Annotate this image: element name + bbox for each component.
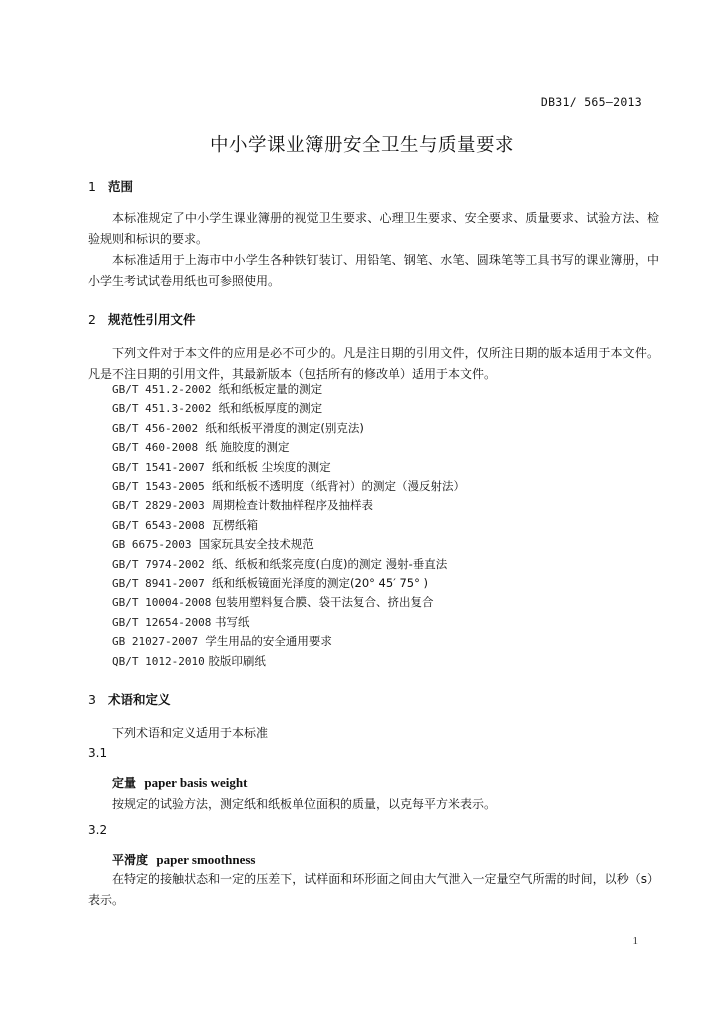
reference-code: GB/T 456-2002: [112, 421, 199, 435]
section-3-heading: [88, 690, 171, 708]
reference-item: [112, 399, 465, 418]
reference-item: [112, 555, 465, 574]
reference-code: GB/T 8941-2007: [112, 577, 205, 591]
reference-item: [112, 477, 465, 496]
reference-item: [112, 613, 465, 632]
reference-item: [112, 535, 465, 554]
reference-item: [112, 574, 465, 593]
reference-name: 国家玩具安全技术规范: [198, 537, 314, 552]
section-number: 2: [88, 312, 96, 327]
reference-item: [112, 632, 465, 651]
reference-code: QB/T 1012-2010: [112, 654, 205, 668]
section-title: 规范性引用文件: [108, 312, 196, 327]
term-heading: [112, 851, 255, 868]
standard-code: DB31/ 565—2013: [540, 95, 642, 109]
document-title: 中小学课业簿册安全卫生与质量要求: [209, 135, 514, 156]
section-number: 1: [88, 179, 96, 194]
reference-code: GB/T 7974-2002: [112, 557, 205, 571]
scope-paragraph-2: 本标准适用于上海市中小学生各种铁钉装订、用铅笔、钢笔、水笔、圆珠笔等工具书写的课业簿册，中小学生考试试卷用纸也可参照使用。: [88, 253, 659, 288]
reference-name: 纸和纸板不透明度（纸背衬）的测定（漫反射法）: [212, 479, 466, 494]
references-intro: 下列文件对于本文件的应用是必不可少的。凡是注日期的引用文件，仅所注日期的版本适用于本文件。凡是不注日期的引用文件，其最新版本（包括所有的修改单）适用于本文件。: [88, 346, 659, 381]
term-heading: [112, 774, 247, 791]
term-number: 3.1: [88, 746, 108, 760]
term-definition: 在特定的接触状态和一定的压差下，试样面和环形面之间由大气泄入一定量空气所需的时间，以秒（s）表示。: [88, 872, 659, 907]
reference-name: 纸和纸板 尘埃度的测定: [212, 459, 331, 474]
page-number: 1: [632, 935, 638, 947]
reference-name: 纸和纸板镜面光泽度的测定(20° 45′ 75° ): [212, 576, 428, 591]
term-number: 3.2: [88, 823, 108, 837]
reference-code: GB/T 10004-2008: [112, 596, 212, 610]
reference-name: 胶版印刷纸: [208, 653, 266, 668]
section-title: 术语和定义: [108, 692, 171, 707]
scope-paragraph-1: 本标准规定了中小学生课业簿册的视觉卫生要求、心理卫生要求、安全要求、质量要求、试验方法、检验规则和标识的要求。: [88, 211, 659, 246]
section-number: 3: [88, 692, 96, 707]
reference-item: [112, 652, 465, 671]
reference-name: 纸和纸板平滑度的测定(别克法): [205, 420, 364, 435]
reference-code: GB/T 1543-2005: [112, 480, 205, 494]
reference-list: [112, 380, 465, 671]
reference-code: GB/T 1541-2007: [112, 460, 205, 474]
reference-name: 纸和纸板厚度的测定: [218, 401, 323, 416]
reference-item: [112, 516, 465, 535]
reference-code: GB/T 2829-2003: [112, 499, 205, 513]
reference-name: 纸、纸板和纸浆亮度(白度)的测定 漫射-垂直法: [212, 556, 448, 571]
term-chinese: 平滑度: [112, 853, 149, 867]
reference-code: GB/T 12654-2008: [112, 615, 212, 629]
reference-name: 纸 施胶度的测定: [205, 440, 290, 455]
reference-code: GB 21027-2007: [112, 635, 199, 649]
section-1-heading: [88, 177, 133, 195]
term-english: paper basis weight: [144, 775, 248, 790]
terms-intro: 下列术语和定义适用于本标准: [112, 726, 269, 740]
reference-code: GB/T 460-2008: [112, 441, 199, 455]
reference-code: GB/T 451.3-2002: [112, 402, 212, 416]
reference-name: 书写纸: [215, 614, 250, 629]
reference-code: GB 6675-2003: [112, 538, 192, 552]
reference-code: GB/T 6543-2008: [112, 518, 205, 532]
reference-item: [112, 496, 465, 515]
section-2-heading: [88, 310, 196, 328]
section-title: 范围: [108, 179, 134, 194]
term-english: paper smoothness: [156, 852, 256, 867]
reference-name: 瓦楞纸箱: [212, 517, 259, 532]
reference-code: GB/T 451.2-2002: [112, 383, 212, 396]
reference-name: 周期检查计数抽样程序及抽样表: [212, 498, 374, 513]
reference-item: [112, 593, 465, 612]
reference-item: [112, 419, 465, 438]
reference-item: [112, 458, 465, 477]
reference-item: [112, 380, 465, 399]
term-definition: 按规定的试验方法，测定纸和纸板单位面积的质量，以克每平方米表示。: [112, 797, 497, 811]
term-chinese: 定量: [112, 776, 137, 790]
reference-name: 包装用塑料复合膜、袋干法复合、挤出复合: [215, 595, 434, 610]
reference-name: 纸和纸板定量的测定: [218, 382, 323, 396]
reference-name: 学生用品的安全通用要求: [205, 634, 332, 649]
reference-item: [112, 438, 465, 457]
